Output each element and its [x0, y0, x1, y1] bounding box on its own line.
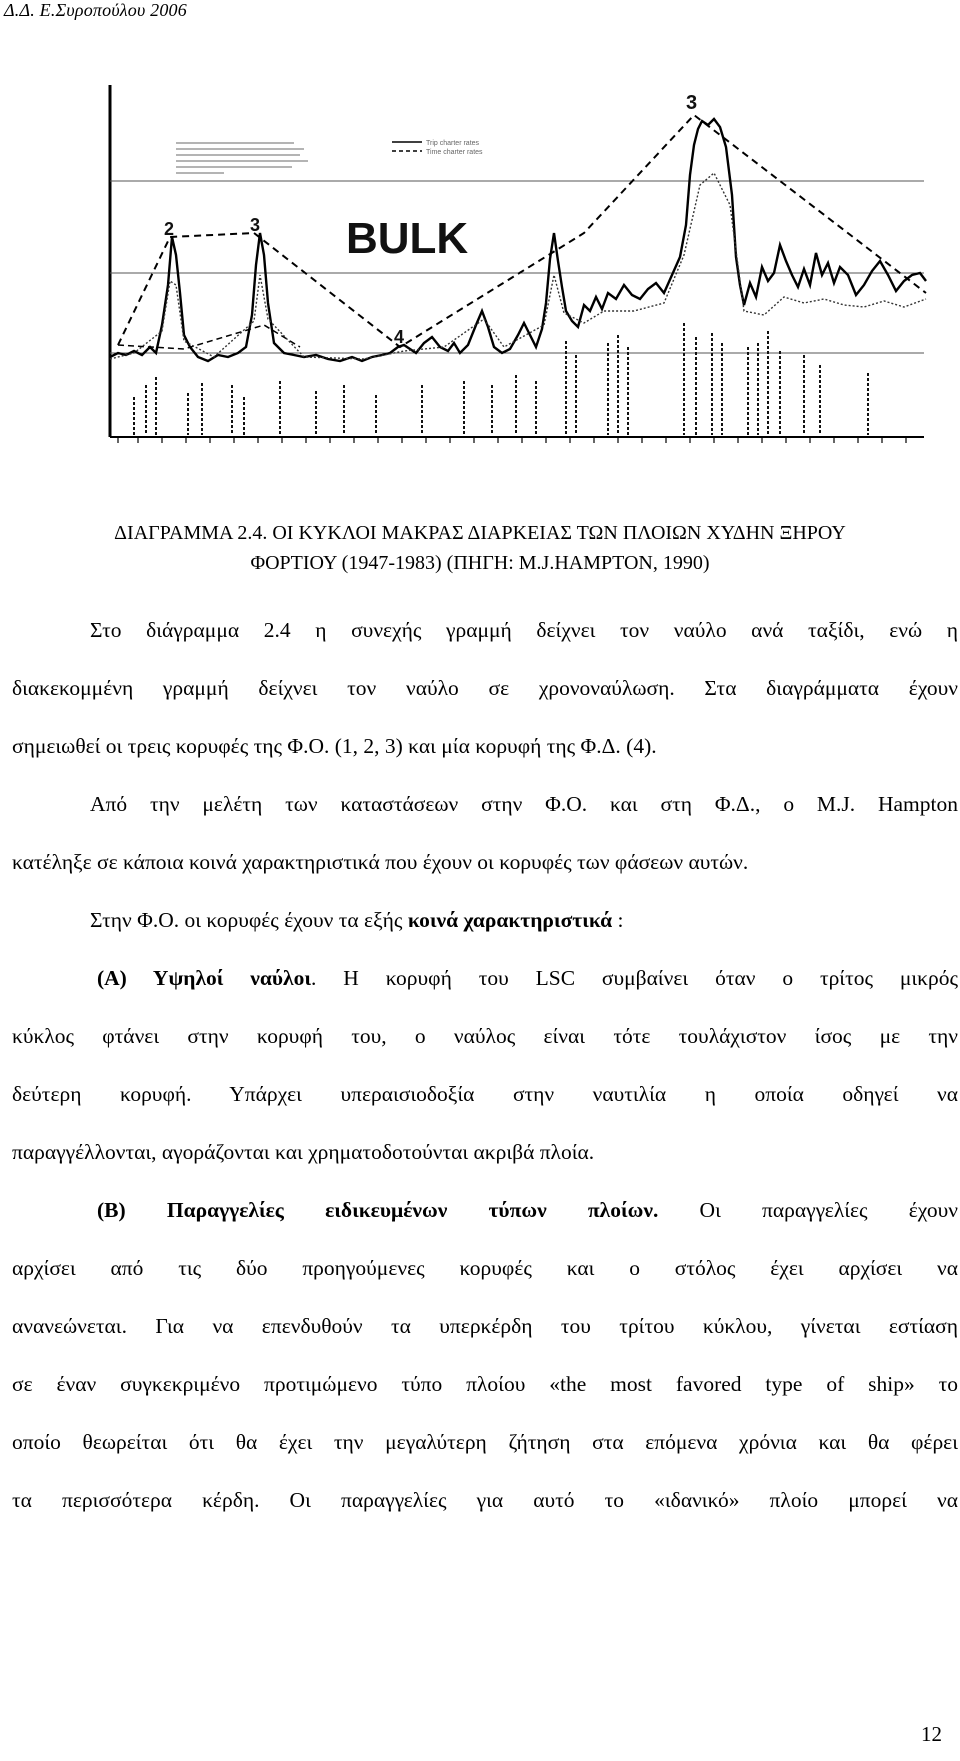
peak-label-3-early: 3	[250, 215, 261, 235]
event-markers	[134, 323, 868, 435]
paragraph-line: σε έναν συγκεκριμένο προτιμώμενο τύπο πλοίου «the most favored type of ship» το	[12, 1372, 958, 1396]
paragraph-line: κατέληξε σε κάποια κοινά χαρακτηριστικά που έχουν οι κορυφές των φάσεων αυτών.	[12, 850, 749, 874]
envelope-line	[118, 115, 926, 347]
paragraph-line: οποίο θεωρείται ότι θα έχει την μεγαλύτερη ζήτηση στα επόμενα χρόνια και θα φέρει	[12, 1430, 958, 1454]
paragraph-line: Στο διάγραμμα 2.4 η συνεχής γραμμή δείχνει τον ναύλο ανά ταξίδι, ενώ η	[90, 618, 958, 642]
text-run: :	[612, 908, 624, 932]
text-run: . Η κορυφή του LSC συμβαίνει όταν ο τρίτος μικρός	[311, 966, 959, 990]
paragraph-line	[97, 966, 958, 991]
peak-label-2: 2	[164, 219, 175, 239]
heading-a: (Α) Υψηλοί ναύλοι	[97, 966, 312, 990]
page-number: 12	[921, 1722, 942, 1746]
chart-graphic	[104, 85, 932, 493]
paragraph-line: ανανεώνεται. Για να επενδυθούν τα υπερκέρδη του τρίτου κύκλου, γίνεται εστίαση	[12, 1314, 958, 1338]
legend-time: Time charter rates	[426, 149, 483, 156]
text-run: Στην Φ.Ο. οι κορυφές έχουν τα εξής	[90, 908, 408, 932]
peak-label-3: 3	[686, 92, 698, 114]
paragraph-line: σημειωθεί οι τρεις κορυφές της Φ.Ο. (1, 2, 3) και μία κορυφή της Φ.Δ. (4).	[12, 734, 657, 758]
bold-term: κοινά χαρακτηριστικά	[407, 908, 613, 932]
paragraph-line: αρχίσει από τις δύο προηγούμενες κορυφές και ο στόλος έχει αρχίσει να	[12, 1256, 958, 1280]
page-header: Δ.Δ. Ε.Συροπούλου 2006	[4, 0, 187, 20]
chart-title: BULK	[346, 214, 469, 263]
paragraph-line: διακεκομμένη γραμμή δείχνει τον ναύλο σε χρονοναύλωση. Στα διαγράμματα έχουν	[12, 676, 958, 700]
figure-caption-line-2: ΦΟΡΤΙΟΥ (1947-1983) (ΠΗΓΗ: M.J.HAMPTON, 1990)	[250, 552, 710, 574]
text-run: Οι παραγγελίες έχουν	[658, 1198, 958, 1222]
paragraph-line	[97, 1198, 958, 1223]
legend-left	[176, 143, 308, 173]
heading-b: (Β) Παραγγελίες ειδικευμένων τύπων πλοίων.	[97, 1198, 659, 1222]
bulk-cycles-chart	[104, 85, 932, 493]
paragraph-line: δεύτερη κορυφή. Υπάρχει υπεραισιοδοξία στην ναυτιλία η οποία οδηγεί να	[12, 1082, 958, 1106]
paragraph-line: κύκλος φτάνει στην κορυφή του, ο ναύλος είναι τότε τουλάχιστον ίσος με την	[12, 1024, 958, 1048]
paragraph-line: Από την μελέτη των καταστάσεων στην Φ.Ο. και στη Φ.Δ., ο M.J. Hampton	[90, 792, 958, 816]
legend-trip: Trip charter rates	[426, 140, 480, 147]
peak-label-4: 4	[394, 327, 405, 347]
paragraph-line: τα περισσότερα κέρδη. Οι παραγγελίες για αυτό το «ιδανικό» πλοίο μπορεί να	[12, 1488, 958, 1512]
figure-caption-line-1: ΔΙΑΓΡΑΜΜΑ 2.4. ΟΙ ΚΥΚΛΟΙ ΜΑΚΡΑΣ ΔΙΑΡΚΕΙΑΣ ΤΩΝ ΠΛΟΙΩΝ ΧΥΔΗΝ ΞΗΡΟΥ	[114, 522, 846, 544]
paragraph-line	[90, 908, 958, 933]
paragraph-line: παραγγέλλονται, αγοράζονται και χρηματοδοτούνται ακριβά πλοία.	[12, 1140, 595, 1164]
legend-right	[392, 140, 483, 156]
time-charter-line	[110, 173, 926, 359]
